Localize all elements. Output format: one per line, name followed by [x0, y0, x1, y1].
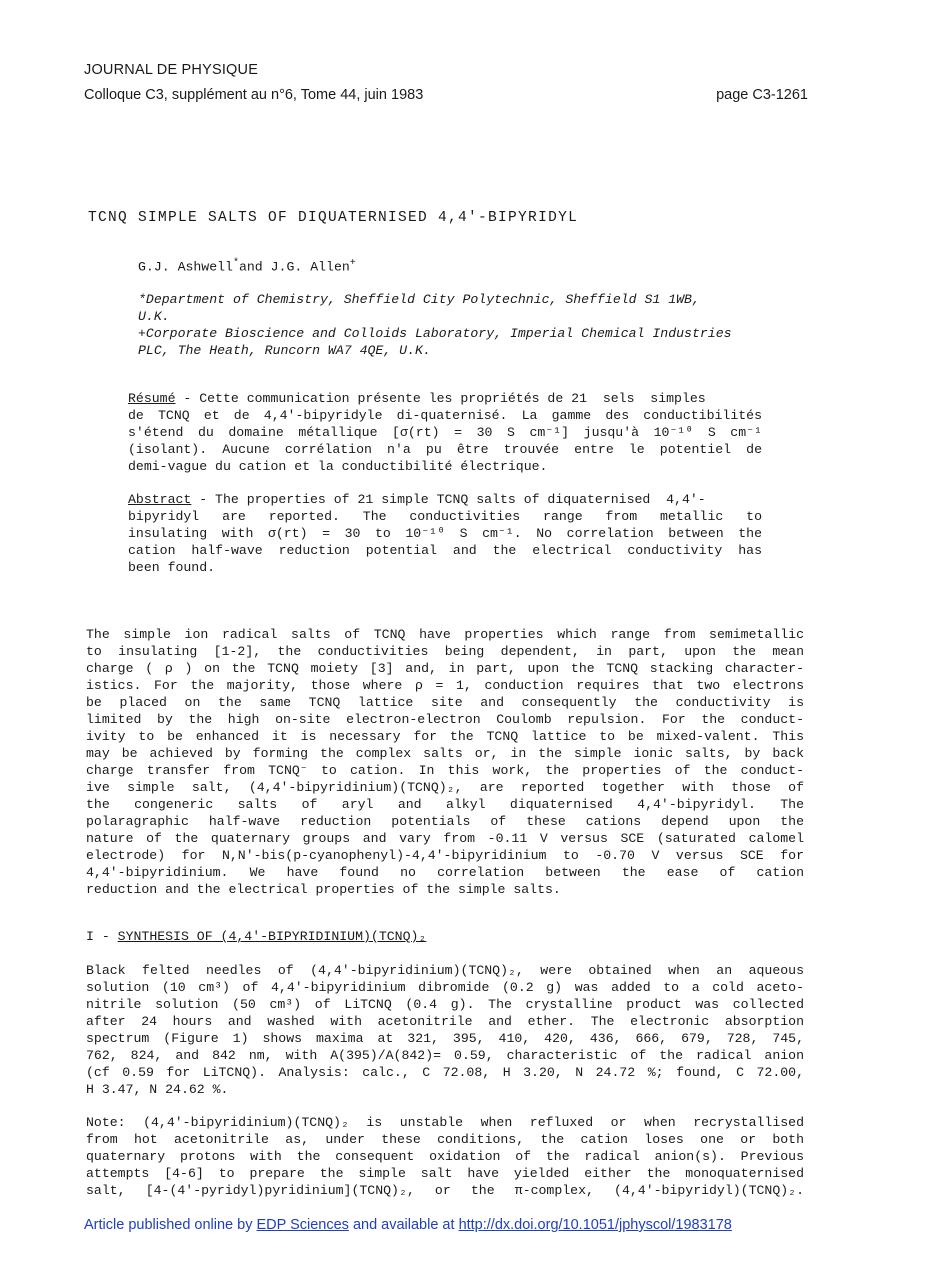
resume-line: s'étend du domaine métallique [σ(rt) = 30 S cm⁻¹] jusqu'à 10⁻¹⁰ S cm⁻¹	[128, 425, 762, 440]
body-line: spectrum (Figure 1) shows maxima at 321, 395, 410, 420, 436, 666, 679, 728, 745,	[86, 1031, 804, 1046]
resume-line: de TCNQ et de 4,4'-bipyridyle di-quaternisé. La gamme des conductibilités	[128, 408, 762, 423]
note-paragraph	[86, 1114, 804, 1199]
resume-first-line	[128, 390, 762, 407]
body-line: may be achieved by forming the complex salts or, in the simple ionic salts, by back	[86, 746, 804, 761]
resume-label: Résumé	[128, 391, 176, 406]
intro-paragraph	[86, 626, 804, 898]
affiliation-line: PLC, The Heath, Runcorn WA7 4QE, U.K.	[138, 343, 431, 358]
abstract-first-line	[128, 491, 762, 508]
body-line: charge transfer from TCNQ⁻ to cation. In this work, the properties of the conduct-	[86, 763, 804, 778]
publisher-link[interactable]: EDP Sciences	[256, 1217, 349, 1233]
section-title: SYNTHESIS OF (4,4'-BIPYRIDINIUM)(TCNQ)₂	[117, 929, 427, 944]
paper-title: TCNQ SIMPLE SALTS OF DIQUATERNISED 4,4'-BIPYRIDYL	[88, 210, 579, 226]
body-line: after 24 hours and washed with acetonitrile and ether. The electronic absorption	[86, 1014, 804, 1029]
body-line: from hot acetonitrile as, under these conditions, the cation loses one or both	[86, 1132, 804, 1147]
affiliation-line: +Corporate Bioscience and Colloids Laboratory, Imperial Chemical Industries	[138, 326, 732, 341]
body-line: attempts [4-6] to prepare the simple salt have yielded either the monoquaternised	[86, 1166, 804, 1181]
body-line: (cf 0.59 for LiTCNQ). Analysis: calc., C 72.08, H 3.20, N 24.72 %; found, C 72.00,	[86, 1065, 804, 1080]
affiliation-2	[138, 325, 818, 359]
body-line: limited by the high on-site electron-electron Coulomb repulsion. For the conduct-	[86, 712, 804, 727]
affiliation-line: U.K.	[138, 309, 170, 324]
body-line: polaragraphic half-wave reduction potentials of these cations depend upon the	[86, 814, 804, 829]
author-2-mark: +	[349, 258, 356, 269]
resume-paragraph	[128, 390, 762, 475]
body-line: ivity to be enhanced it is necessary for the TCNQ lattice to be mixed-valent. This	[86, 729, 804, 744]
body-line: Note: (4,4'-bipyridinium)(TCNQ)₂ is unstable when refluxed or when recrystallised	[86, 1115, 804, 1130]
author-2: and J.G. Allen	[238, 259, 350, 275]
resume-line: - Cette communication présente les propriétés de 21 sels simples	[175, 391, 706, 406]
body-line: The simple ion radical salts of TCNQ have properties which range from semimetallic	[86, 627, 804, 642]
body-line: the congeneric salts of aryl and alkyl diquaternised 4,4'-bipyridyl. The	[86, 797, 804, 812]
author-1: G.J. Ashwell	[138, 259, 233, 275]
body-line: salt, [4-(4'-pyridyl)pyridinium](TCNQ)₂, or the π-complex, (4,4'-bipyridyl)(TCNQ)₂.	[86, 1183, 804, 1198]
doi-link[interactable]: http://dx.doi.org/10.1051/jphyscol/1983178	[458, 1217, 732, 1233]
journal-name: JOURNAL DE PHYSIQUE	[84, 62, 259, 78]
body-line: solution (10 cm³) of 4,4'-bipyridinium dibromide (0.2 g) was added to a cold aceto-	[86, 980, 804, 995]
resume-line: demi-vague du cation et la conductibilité électrique.	[128, 459, 548, 474]
abstract-line: - The properties of 21 simple TCNQ salts of diquaternised 4,4'-	[191, 492, 706, 507]
body-line: quaternary protons with the consequent oxidation of the radical anion(s). Previous	[86, 1149, 804, 1164]
abstract-label: Abstract	[128, 492, 192, 507]
body-line: electrode) for N,N'-bis(p-cyanophenyl)-4,4'-bipyridinium to -0.70 V versus SCE for	[86, 848, 804, 863]
abstract-line: insulating with σ(rt) = 30 to 10⁻¹⁰ S cm⁻¹. No correlation between the	[128, 526, 762, 541]
body-line: H 3.47, N 24.62 %.	[86, 1082, 229, 1097]
body-line: nature of the quaternary groups and vary from -0.11 V versus SCE (saturated calomel	[86, 831, 804, 846]
section-number: I -	[86, 929, 110, 944]
body-line: nitrile solution (50 cm³) of LiTCNQ (0.4 g). The crystalline product was collected	[86, 997, 804, 1012]
body-line: charge ( ρ ) on the TCNQ moiety [3] and, in part, upon the TCNQ stacking character-	[86, 661, 804, 676]
abstract-paragraph	[128, 491, 762, 576]
section-heading	[86, 929, 426, 944]
body-line: 762, 824, and 842 nm, with A(395)/A(842)= 0.59, characteristic of the radical anion	[86, 1048, 804, 1063]
footer-prefix: Article published online by	[84, 1217, 257, 1233]
body-line: to insulating [1-2], the conductivities being dependent, in part, upon the mean	[86, 644, 804, 659]
affiliation-1	[138, 291, 818, 325]
body-line: be placed on the same TCNQ lattice site and consequently the conductivity is	[86, 695, 804, 710]
abstract-line: cation half-wave reduction potential and the electrical conductivity has	[128, 543, 762, 558]
body-line: 4,4'-bipyridinium. We have found no correlation between the ease of cation	[86, 865, 804, 880]
authors	[138, 258, 356, 274]
abstract-line: bipyridyl are reported. The conductivities range from metallic to	[128, 509, 762, 524]
colloque-info: Colloque C3, supplément au n°6, Tome 44, juin 1983	[84, 87, 424, 103]
footer-middle: and available at	[348, 1217, 459, 1233]
synthesis-paragraph	[86, 962, 804, 1098]
author-1-mark: *	[232, 258, 239, 269]
body-line: istics. For the majority, those where ρ = 1, conduction requires that two electrons	[86, 678, 804, 693]
body-line: ive simple salt, (4,4'-bipyridinium)(TCNQ)₂, are reported together with those of	[86, 780, 804, 795]
body-line: reduction and the electrical properties of the simple salts.	[86, 882, 561, 897]
resume-line: (isolant). Aucune corrélation n'a pu être trouvée entre le potentiel de	[128, 442, 762, 457]
footer-note	[84, 1217, 732, 1233]
page-number: page C3-1261	[716, 87, 808, 103]
affiliation-line: *Department of Chemistry, Sheffield City Polytechnic, Sheffield S1 1WB,	[138, 292, 700, 307]
body-line: Black felted needles of (4,4'-bipyridinium)(TCNQ)₂, were obtained when an aqueous	[86, 963, 804, 978]
abstract-line: been found.	[128, 560, 216, 575]
